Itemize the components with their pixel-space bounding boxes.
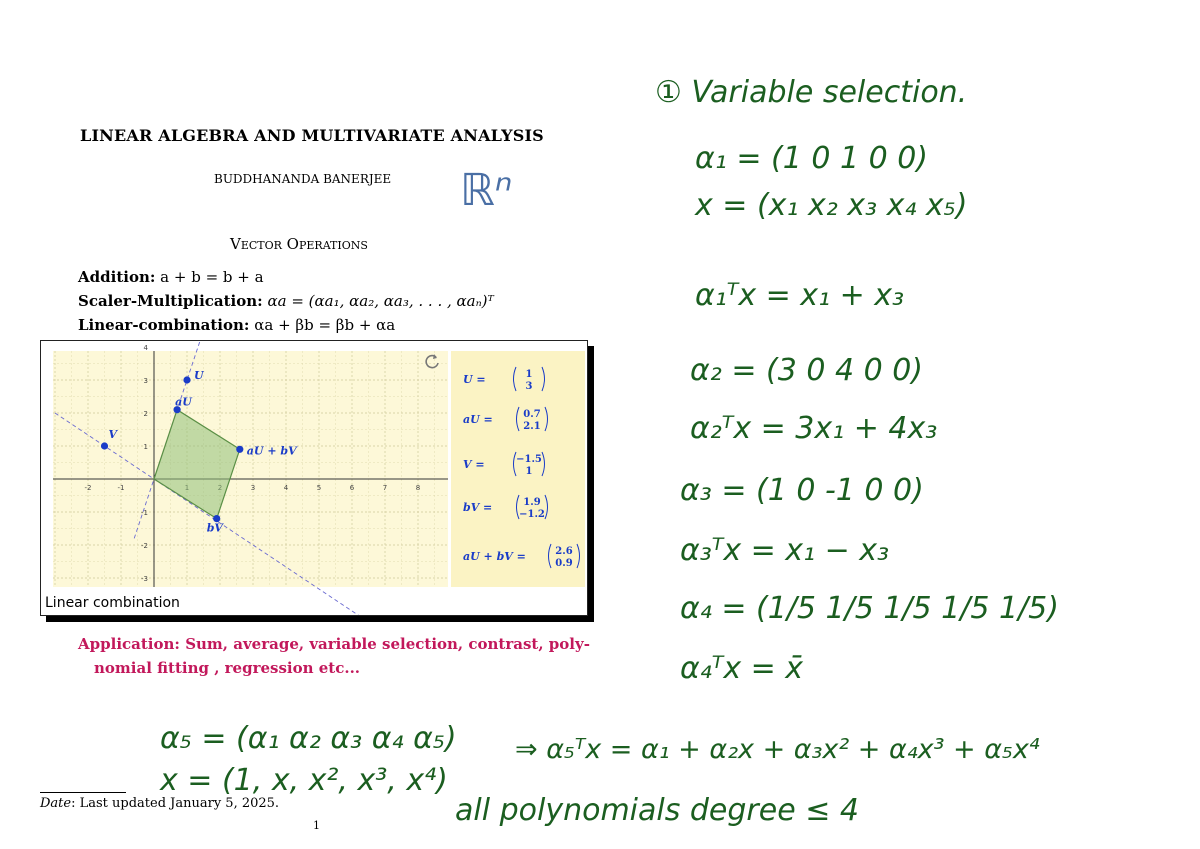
x-tick-label: -2 (84, 484, 92, 492)
handwritten-line-6: α₂ᵀx = 3x₁ + 4x₃ (690, 411, 938, 446)
handwritten-line-5: α₂ = (3 0 4 0 0) (690, 353, 923, 388)
panel-lhs: aU + bV = (463, 550, 526, 563)
handwritten-line-3: x = (x₁ x₂ x₃ x₄ x₅) (695, 188, 968, 223)
y-tick-label: 4 (143, 344, 148, 352)
handwritten-line-11: α₅ = (α₁ α₂ α₃ α₄ α₅) (160, 721, 457, 756)
margin-note-rn: ℝⁿ (460, 165, 513, 216)
y-tick-label: 1 (143, 443, 148, 451)
point-label: bV (206, 521, 223, 535)
x-tick-label: 8 (415, 484, 421, 492)
section-heading: Vector Operations (230, 235, 368, 253)
handwritten-line-12: x = (1, x, x², x³, x⁴) (160, 763, 448, 798)
point-label: aU + bV (246, 444, 297, 458)
point-label: U (194, 369, 204, 382)
x-tick-label: 7 (382, 484, 388, 492)
document-title: LINEAR ALGEBRA AND MULTIVARIATE ANALYSIS (80, 126, 544, 145)
panel-lhs: V = (463, 458, 485, 471)
handwritten-line-9: α₄ = (1/5 1/5 1/5 1/5 1/5) (680, 591, 1059, 626)
date-text: : Last updated January 5, 2025. (71, 796, 280, 811)
point-label: aU (175, 395, 192, 409)
panel-bottom: 0.9 (555, 558, 573, 569)
x-tick-label: 3 (250, 484, 256, 492)
addition-label: Addition: (78, 268, 156, 286)
panel-top: 2.6 (555, 546, 573, 557)
y-tick-label: 2 (143, 410, 148, 418)
point-label: V (108, 428, 118, 441)
scaler-multiplication-label: Scaler-Multiplication: (78, 292, 263, 310)
handwritten-line-1: ① Variable selection. (655, 75, 968, 110)
y-tick-label: -3 (141, 575, 148, 583)
application-label: Application: (78, 635, 180, 653)
page-number: 1 (313, 819, 320, 832)
linear-combination-formula: αa + βb = βb + αa (254, 316, 396, 334)
x-tick-label: 5 (316, 484, 322, 492)
handwritten-line-13: ⇒ α₅ᵀx = α₁ + α₂x + α₃x² + α₄x³ + α₅x⁴ (515, 734, 1040, 765)
x-tick-label: 4 (283, 484, 289, 492)
x-tick-label: 6 (349, 484, 355, 492)
handwritten-line-4: α₁ᵀx = x₁ + x₃ (695, 278, 905, 313)
panel-lhs: U = (463, 373, 486, 386)
addition-formula: a + b = b + a (160, 268, 264, 286)
panel-top: 1 (525, 369, 533, 380)
application-text-1: Sum, average, variable selection, contrast, poly- (185, 635, 590, 653)
application-text-2: nomial fitting , regression etc... (94, 659, 361, 677)
handwritten-line-7: α₃ = (1 0 -1 0 0) (680, 473, 924, 508)
handwritten-line-8: α₃ᵀx = x₁ − x₃ (680, 533, 890, 568)
y-tick-label: 3 (143, 377, 148, 385)
panel-lhs: aU = (463, 413, 493, 426)
handwritten-line-2: α₁ = (1 0 1 0 0) (695, 141, 928, 176)
author-name: BUDDHANANDA BANERJEE (214, 172, 392, 186)
x-tick-label: -1 (117, 484, 125, 492)
panel-bottom: 3 (525, 381, 533, 392)
date-label: Date (40, 796, 72, 811)
panel-top: −1.5 (516, 454, 542, 465)
scaler-multiplication-formula: αa = (αa₁, αa₂, αa₃, . . . , αaₙ)ᵀ (267, 292, 494, 310)
panel-bottom: −1.2 (519, 509, 545, 520)
panel-bottom: 2.1 (523, 421, 541, 432)
panel-lhs: bV = (463, 501, 493, 514)
figure-caption: Linear combination (45, 595, 180, 611)
handwritten-line-14: all polynomials degree ≤ 4 (455, 793, 859, 828)
y-tick-label: -1 (141, 509, 148, 517)
panel-top: 1.9 (523, 497, 541, 508)
y-tick-label: -2 (141, 542, 148, 550)
linear-combination-label: Linear-combination: (78, 316, 250, 334)
panel-bottom: 1 (525, 466, 533, 477)
handwritten-line-10: α₄ᵀx = x̄ (680, 651, 804, 686)
panel-top: 0.7 (523, 409, 541, 420)
